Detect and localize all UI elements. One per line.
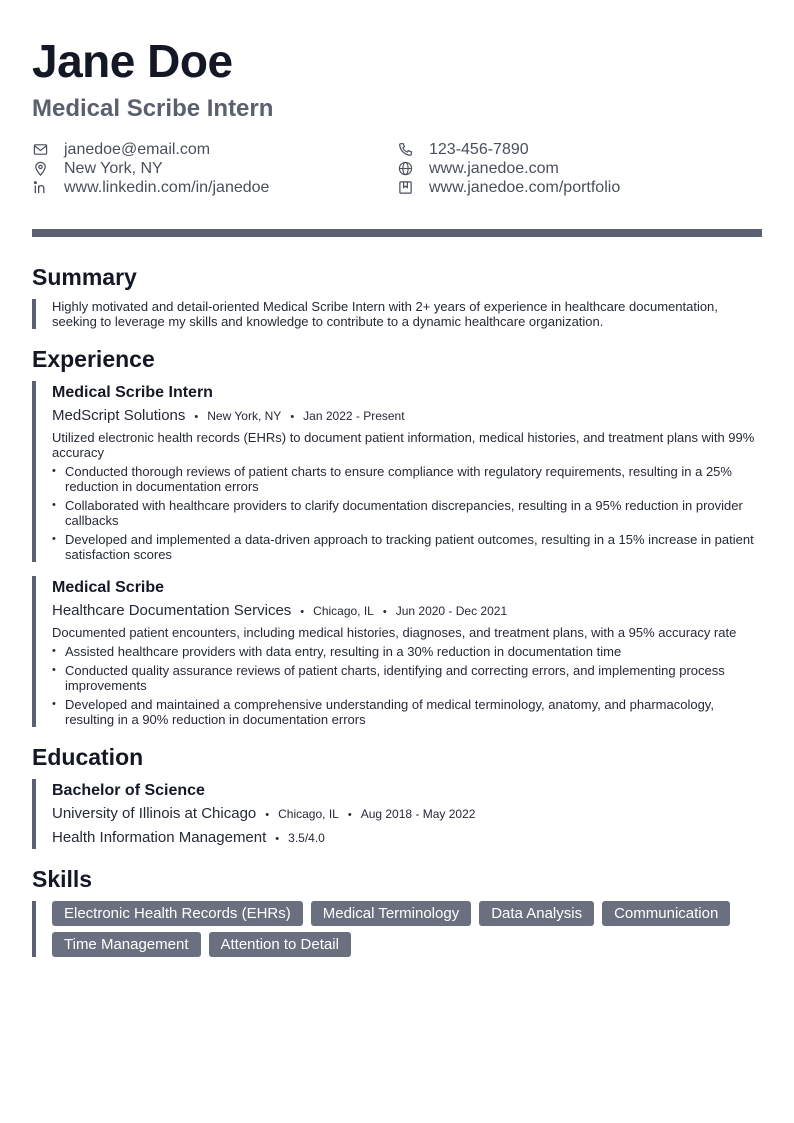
header-divider — [32, 229, 762, 237]
contact-email[interactable] — [32, 140, 397, 159]
job-entry — [32, 381, 762, 562]
contact-location-text: New York, NY — [64, 159, 163, 177]
skills-heading: Skills — [32, 866, 93, 892]
skill-chip: Attention to Detail — [209, 932, 351, 957]
bullet-item: • Collaborated with healthcare providers to clarify documentation discrepancies, resulting in a 95% reduction in provider callbacks — [52, 498, 762, 528]
job-location: Chicago, IL — [313, 604, 374, 618]
separator-dot: • — [275, 833, 280, 845]
skill-chip: Time Management — [52, 932, 201, 957]
job-title: Medical Scribe — [52, 579, 165, 596]
bullet-item: • Developed and maintained a comprehensive understanding of medical terminology, anatomy, and pharmacology, resulting in a 90% reduction in documentation errors — [52, 697, 762, 727]
education-dates: Aug 2018 - May 2022 — [360, 807, 476, 821]
bullet-item: • Conducted quality assurance reviews of patient charts, identifying and correcting errors, and implementing process improvements — [52, 663, 762, 693]
degree-title: Bachelor of Science — [52, 782, 205, 799]
school-name: University of Illinois at Chicago — [52, 805, 257, 822]
separator-dot: • — [265, 809, 270, 821]
contact-info — [32, 140, 762, 197]
contact-phone[interactable] — [397, 140, 762, 159]
contact-linkedin[interactable] — [32, 178, 397, 197]
separator-dot: • — [300, 606, 305, 618]
skill-chip: Electronic Health Records (EHRs) — [52, 901, 303, 926]
contact-portfolio-text: www.janedoe.com/portfolio — [429, 178, 621, 196]
job-location: New York, NY — [207, 409, 282, 423]
job-description: Documented patient encounters, including medical histories, diagnoses, and treatment plans, with a 95% accuracy rate — [52, 625, 737, 640]
candidate-role: Medical Scribe Intern — [32, 95, 274, 122]
job-title: Medical Scribe Intern — [52, 384, 213, 401]
skills-section — [32, 901, 762, 957]
experience-heading: Experience — [32, 346, 155, 372]
bullet-item: • Assisted healthcare providers with data entry, resulting in a 30% reduction in documentation time — [52, 644, 762, 659]
skill-chip: Data Analysis — [479, 901, 594, 926]
portfolio-icon — [397, 180, 413, 196]
candidate-name: Jane Doe — [32, 35, 233, 87]
education-entry — [32, 779, 762, 849]
job-company: Healthcare Documentation Services — [52, 602, 292, 619]
education-heading: Education — [32, 744, 144, 770]
phone-icon — [397, 142, 413, 158]
field-of-study: Health Information Management — [52, 829, 267, 846]
contact-website-text: www.janedoe.com — [429, 159, 559, 177]
summary-section — [32, 299, 762, 329]
job-bullets — [52, 644, 762, 727]
mail-icon — [32, 142, 48, 158]
skill-chip: Communication — [602, 901, 730, 926]
contact-phone-text: 123-456-7890 — [429, 140, 529, 158]
job-description: Utilized electronic health records (EHRs) to document patient information, medical histories, and treatment plans with 99% accuracy — [52, 430, 755, 460]
job-dates: Jan 2022 - Present — [303, 409, 405, 423]
bullet-item: • Developed and implemented a data-driven approach to tracking patient outcomes, resulting in a 15% increase in patient satisfaction scores — [52, 532, 762, 562]
school-location: Chicago, IL — [278, 807, 339, 821]
gpa: 3.5/4.0 — [288, 831, 325, 845]
bullet-item: • Conducted thorough reviews of patient charts to ensure compliance with regulatory requirements, resulting in a 25% reduction in documentation errors — [52, 464, 762, 494]
separator-dot: • — [347, 809, 352, 821]
job-entry — [32, 576, 762, 727]
summary-text: Highly motivated and detail-oriented Medical Scribe Intern with 2+ years of experience in healthcare documentation, seeking to leverage my skills and knowledge to contribute to a dynamic healthcare organization. — [52, 299, 718, 329]
job-dates: Jun 2020 - Dec 2021 — [395, 604, 508, 618]
skill-chip: Medical Terminology — [311, 901, 471, 926]
linkedin-icon — [32, 180, 48, 196]
contact-linkedin-text: www.linkedin.com/in/janedoe — [64, 178, 270, 196]
job-bullets — [52, 464, 762, 562]
separator-dot: • — [194, 411, 199, 423]
contact-location — [32, 159, 397, 178]
separator-dot: • — [382, 606, 387, 618]
contact-portfolio[interactable] — [397, 178, 762, 197]
job-meta — [52, 406, 762, 427]
contact-email-text: janedoe@email.com — [64, 140, 211, 158]
globe-icon — [397, 161, 413, 177]
location-icon — [32, 161, 48, 177]
job-meta — [52, 601, 762, 622]
job-company: MedScript Solutions — [52, 407, 186, 424]
summary-heading: Summary — [32, 264, 137, 290]
skills-list — [52, 901, 762, 957]
education-field-row — [52, 828, 762, 849]
separator-dot: • — [290, 411, 295, 423]
contact-website[interactable] — [397, 159, 762, 178]
education-meta — [52, 804, 762, 825]
